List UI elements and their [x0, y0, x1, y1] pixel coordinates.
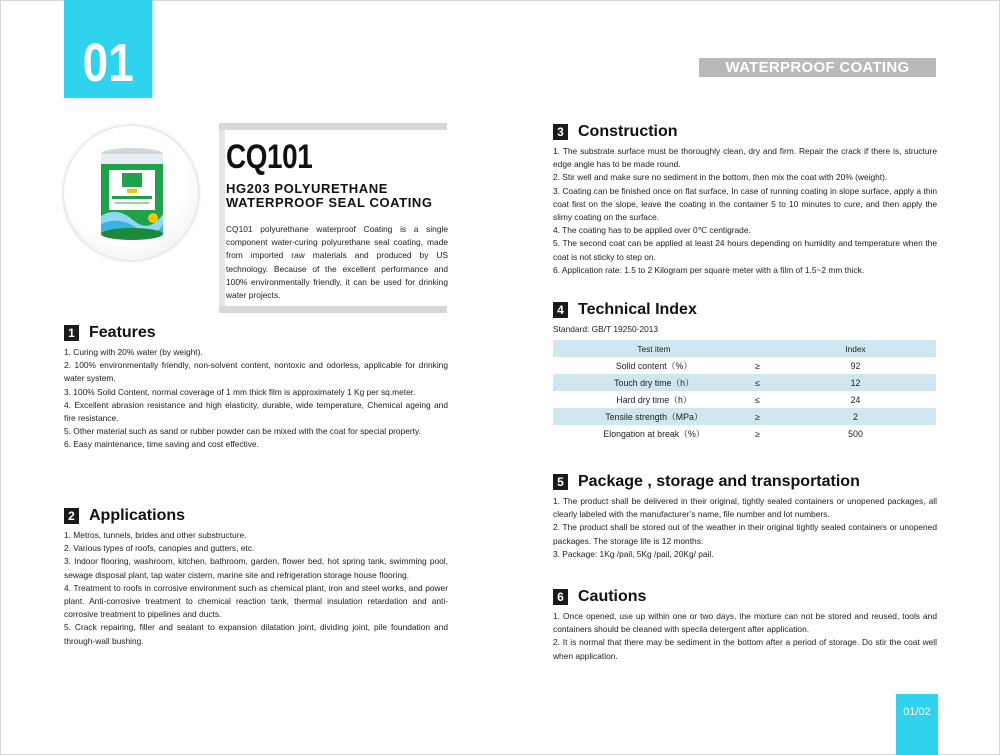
section-features [64, 324, 448, 452]
list-item: 3. Package: 1Kg /pail, 5Kg /pail, 20Kg/ pail. [553, 548, 714, 559]
product-code: CQ101 [226, 138, 313, 176]
paint-can-icon [97, 146, 167, 242]
section-title: Technical Index [578, 301, 697, 318]
product-name [226, 182, 433, 210]
section-body [64, 529, 448, 648]
table-row [553, 391, 936, 408]
list-item: 2. 100% environmentally friendly, non-solvent content, nontoxic and odorless, applicable for drinking water system. [64, 360, 448, 384]
footer-page-indicator: 01/02 [896, 694, 938, 755]
section-technical-index [553, 301, 937, 334]
section-number: 1 [64, 325, 79, 341]
section-title: Package , storage and transportation [578, 473, 860, 490]
table-cell: 500 [848, 428, 863, 439]
table-row [553, 408, 936, 425]
section-body [553, 495, 937, 561]
header-label: WATERPROOF COATING [699, 58, 936, 77]
table-cell: Touch dry time（h） [553, 374, 755, 391]
table-row [553, 357, 936, 374]
section-body [553, 610, 937, 663]
list-item: 2. The product shall be stored out of the weather in their original tightly sealed containers or unopened packages. The storage life is 12 months. [553, 522, 937, 546]
section-package [553, 473, 937, 561]
table-cell: 2 [775, 408, 936, 425]
section-title: Construction [578, 123, 678, 140]
section-body [553, 145, 937, 277]
table-header-row [553, 340, 936, 357]
divider [219, 123, 225, 313]
list-item: 5. Crack repairing, filler and sealant to expansion dilatation joint, dividing joint, pile foundation and through-wall bushing. [64, 622, 448, 646]
list-item: 1. The substrate surface must be thoroughly clean, dry and firm. Repair the crack if there is, structure edge angle has to be made round. [553, 146, 937, 170]
section-body [64, 346, 448, 452]
section-number: 6 [553, 589, 568, 605]
table-cell: 24 [850, 394, 861, 405]
product-name-line2: WATERPROOF SEAL COATING [226, 195, 433, 210]
section-number: 5 [553, 474, 568, 490]
section-title: Applications [89, 507, 186, 524]
section-title: Cautions [578, 588, 647, 605]
list-item: 1. Once opened, use up within one or two days, the mixture can not be stored and reused, tools and containers should be cleaned with specila detergent after application. [553, 611, 937, 635]
table-row [553, 425, 936, 442]
list-item: 4. Treatment to roofs in corrosive environment such as chemical plant, iron and steel works, and power plant. Anti-corrosive treatment to chemical reaction tank, thermal insulation retardation and anti-corrosive treatment to pipelines and ducts. [64, 582, 448, 620]
list-item: 5. The second coat can be applied at least 24 hours depending on humidity and temperature when the coat is not sticky to step on. [553, 238, 937, 262]
technical-index-table [553, 340, 936, 442]
table-cell: Tensile strength（MPa） [553, 408, 755, 425]
table-header-cell: Index [775, 340, 936, 357]
section-construction [553, 123, 937, 277]
standard-label: Standard: GB/T 19250-2013 [553, 324, 659, 334]
list-item: 2. Various types of roofs, canopies and gutters, etc. [64, 543, 255, 554]
section-title: Features [89, 324, 156, 341]
section-applications [64, 507, 448, 648]
divider [219, 306, 447, 313]
table-cell: ≥ [755, 428, 760, 439]
list-item: 3. 100% Solid Content, normal coverage of 1 mm thick film is approximately 1 Kg per sq.meter. [64, 386, 416, 397]
list-item: 1. Metros, tunnels, brides and other substructure. [64, 530, 247, 540]
table-cell: 92 [850, 360, 861, 371]
section-number: 3 [553, 124, 568, 140]
list-item: 5. Other material such as sand or rubber powder can be mixed with the coat for special property. [64, 426, 421, 437]
divider [219, 123, 447, 130]
product-intro: CQ101 polyurethane waterproof Coating is a single component water-curing polyurethane seal coating, made from imported raw materials and produced by US technology. Because of the excellent performance and 100% environmentally friendly, it can be used for drinking water projects. [226, 224, 448, 301]
list-item: 6. Application rate: 1.5 to 2 Kilogram per square meter with a film of 1.5~2 mm thick. [553, 264, 865, 275]
section-number: 4 [553, 302, 568, 318]
table-cell: ≤ [755, 374, 775, 391]
product-image [64, 126, 198, 260]
list-item: 1. The product shall be delivered in their original, tightly sealed containers or unopened packages, all clearly labeled with the manufacturer’s name, file number and lot numbers. [553, 496, 937, 520]
table-cell: Elongation at break（%） [603, 429, 705, 439]
table-cell: 12 [775, 374, 936, 391]
table-cell: ≥ [755, 360, 760, 371]
list-item: 4. The coating has to be applied over 0℃ centigrade. [553, 225, 751, 236]
list-item: 2. It is normal that there may be sediment in the bottom after a period of storage. Do stir the coat well when application. [553, 637, 937, 661]
list-item: 6. Easy maintenance, time saving and cost effective. [64, 439, 259, 450]
table-cell: ≥ [755, 408, 775, 425]
table-cell: ≤ [755, 394, 760, 405]
list-item: 2. Stir well and make sure no sediment in the bottom, then mix the coat with 20% (weight). [553, 172, 888, 183]
table-cell: Hard dry time（h） [616, 395, 692, 405]
product-name-line1: HG203 POLYURETHANE [226, 181, 389, 196]
list-item: 3. Indoor flooring, washroom, kitchen, bathroom, garden, flower bed, hot spring tank, swimming pool, sewage disposal plant, tap water cistern, marine site and refrigeration storage house flooring. [64, 556, 448, 580]
list-item: 1. Curing with 20% water (by weight). [64, 347, 203, 357]
list-item: 4. Excellent abrasion resistance and high elasticity, durable, wide temperature, Chemical ageing and fire resistance. [64, 399, 448, 424]
table-header-cell: Test item [553, 340, 755, 357]
section-cautions [553, 588, 937, 663]
table-row [553, 374, 936, 391]
table-cell: Solid content（%） [615, 361, 693, 371]
list-item: 3. Coating can be finished once on flat surface, In case of running coating in slope surface, apply a thin coat first on the slope, leave the coating in the container 5 to 10 minutes to cure, and then apply the slimy coating on the surface. [553, 185, 937, 223]
section-number: 2 [64, 508, 79, 524]
page-number-badge: 01 [64, 0, 152, 98]
